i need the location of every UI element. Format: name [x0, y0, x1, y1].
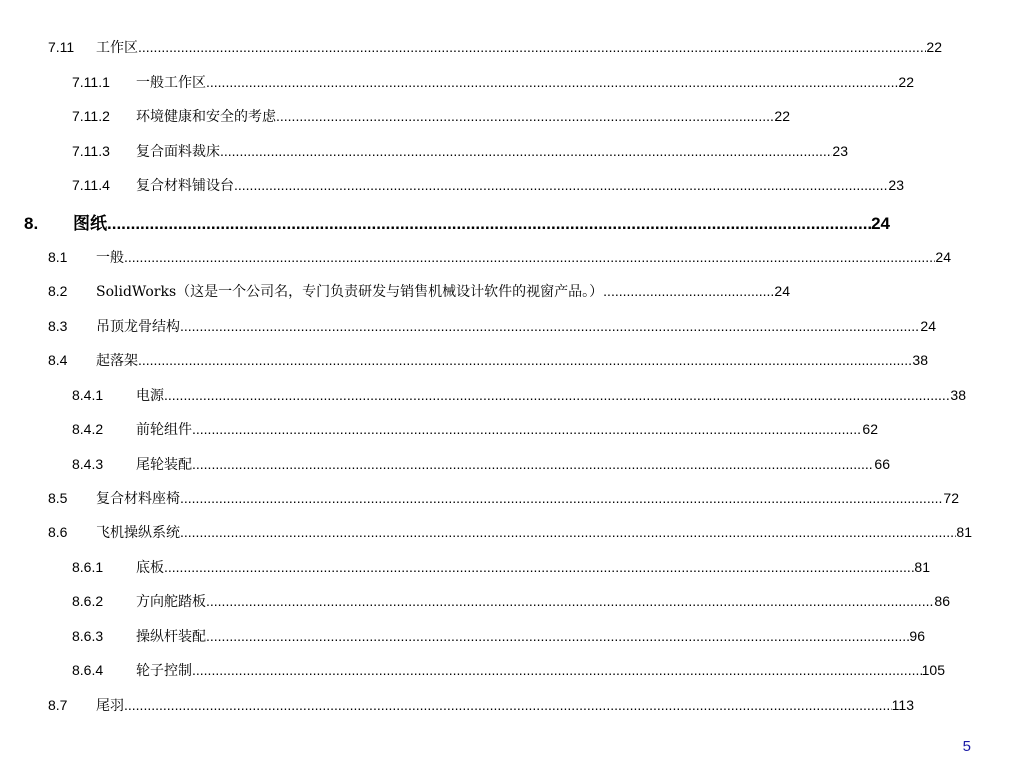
dot-leader — [192, 662, 922, 678]
toc-entry-number: 7.11.1 — [72, 74, 110, 90]
toc-entry-page: 113 — [891, 697, 914, 713]
dot-leader — [206, 628, 909, 644]
toc-entry-title: 尾轮装配 — [136, 457, 192, 473]
toc-entry-number: 8.1 — [48, 249, 68, 265]
toc-entry-page: 24 — [774, 283, 790, 299]
toc-entry-number: 8.2 — [48, 283, 68, 299]
toc-entry-8-2[interactable] — [48, 281, 790, 301]
dot-leader — [138, 352, 912, 368]
toc-entry-8-6-1[interactable] — [72, 557, 930, 577]
toc-entry-number: 8.6.1 — [72, 559, 104, 575]
toc-entry-page: 22 — [774, 108, 790, 124]
dot-leader — [138, 39, 926, 55]
toc-entry-page: 23 — [832, 143, 848, 159]
toc-entry-page: 38 — [912, 352, 928, 368]
toc-entry-title: 一般工作区 — [136, 75, 206, 91]
toc-entry-8-6-2[interactable] — [72, 591, 950, 611]
toc-entry-title: 吊顶龙骨结构 — [96, 319, 180, 335]
toc-entry-number: 8.4.1 — [72, 387, 104, 403]
toc-entry-8-4-2[interactable] — [72, 419, 878, 439]
toc-entry-title: 复合材料铺设台 — [136, 178, 234, 194]
toc-entry-8-7[interactable] — [48, 695, 914, 715]
toc-entry-8-6-4[interactable] — [72, 660, 945, 680]
toc-entry-8-4-1[interactable] — [72, 385, 966, 405]
toc-entry-page: 81 — [914, 559, 930, 575]
toc-entry-8-6[interactable] — [48, 522, 972, 542]
toc-entry-8-4-3[interactable] — [72, 454, 890, 474]
toc-entry-number: 8.6.2 — [72, 593, 104, 609]
toc-entry-title: 一般 — [96, 250, 124, 266]
toc-entry-page: 66 — [874, 456, 890, 472]
toc-entry-number: 8.6 — [48, 524, 68, 540]
toc-entry-number: 8.4 — [48, 352, 68, 368]
toc-entry-page: 24 — [871, 214, 890, 233]
toc-entry-title: 尾羽 — [96, 698, 124, 714]
toc-entry-page: 86 — [934, 593, 950, 609]
toc-entry-title: 复合材料座椅 — [96, 491, 180, 507]
toc-entry-page: 22 — [926, 39, 942, 55]
toc-entry-8-4[interactable] — [48, 350, 928, 370]
toc-entry-title: 前轮组件 — [136, 422, 192, 438]
dot-leader — [206, 593, 934, 609]
dot-leader — [603, 283, 774, 299]
toc-entry-number: 8. — [24, 214, 39, 233]
dot-leader — [124, 697, 892, 713]
toc-entry-title: 操纵杆装配 — [136, 629, 206, 645]
toc-entry-8-5[interactable] — [48, 488, 959, 508]
toc-entry-number: 7.11.2 — [72, 108, 110, 124]
toc-entry-number: 7.11.4 — [72, 177, 110, 193]
toc-entry-number: 8.3 — [48, 318, 68, 334]
toc-entry-page: 105 — [921, 662, 945, 678]
toc-entry-title: 环境健康和安全的考虑 — [136, 109, 276, 125]
toc-entry-8[interactable] — [24, 209, 890, 234]
toc-entry-title: 复合面料裁床 — [136, 144, 220, 160]
toc-entry-title: 底板 — [136, 560, 164, 576]
toc-entry-7-11-3[interactable] — [72, 141, 848, 161]
dot-leader — [192, 456, 874, 472]
dot-leader — [180, 524, 956, 540]
toc-entry-title: 工作区 — [96, 40, 138, 56]
dot-leader — [107, 214, 871, 234]
toc-entry-page: 24 — [935, 249, 951, 265]
toc-entry-7-11-1[interactable] — [72, 72, 914, 92]
toc-entry-7-11-4[interactable] — [72, 175, 904, 195]
dot-leader — [124, 249, 935, 265]
toc-entry-number: 7.11.3 — [72, 143, 110, 159]
toc-entry-8-1[interactable] — [48, 247, 951, 267]
toc-entry-number: 8.5 — [48, 490, 68, 506]
dot-leader — [192, 421, 862, 437]
toc-entry-title: 飞机操纵系统 — [96, 525, 180, 541]
toc-entry-number: 8.4.2 — [72, 421, 104, 437]
dot-leader — [164, 387, 950, 403]
dot-leader — [180, 490, 943, 506]
toc-entry-page: 72 — [943, 490, 959, 506]
toc-entry-number: 8.4.3 — [72, 456, 104, 472]
toc-entry-title: 图纸 — [73, 214, 107, 233]
toc-entry-title: 方向舵踏板 — [136, 594, 206, 610]
toc-entry-page: 23 — [888, 177, 904, 193]
toc-entry-7-11-2[interactable] — [72, 106, 790, 126]
toc-entry-number: 7.11 — [48, 39, 75, 55]
dot-leader — [234, 177, 888, 193]
toc-entry-page: 38 — [950, 387, 966, 403]
toc-entry-8-3[interactable] — [48, 316, 936, 336]
toc-entry-number: 8.7 — [48, 697, 68, 713]
page-number: 5 — [962, 738, 971, 755]
toc-entry-page: 22 — [898, 74, 914, 90]
toc-entry-title: 轮子控制 — [136, 663, 192, 679]
toc-entry-title: SolidWorks（这是一个公司名，专门负责研发与销售机械设计软件的视窗产品。） — [96, 284, 604, 300]
toc-entry-title: 电源 — [136, 388, 164, 404]
toc-entry-page: 24 — [920, 318, 936, 334]
toc-entry-7-11[interactable] — [48, 37, 942, 57]
toc-entry-title: 起落架 — [96, 353, 138, 369]
dot-leader — [220, 143, 832, 159]
dot-leader — [180, 318, 920, 334]
dot-leader — [164, 559, 914, 575]
toc-entry-page: 81 — [956, 524, 972, 540]
toc-entry-page: 96 — [909, 628, 925, 644]
toc-entry-page: 62 — [862, 421, 878, 437]
dot-leader — [276, 108, 774, 124]
toc-entry-number: 8.6.4 — [72, 662, 104, 678]
toc-entry-8-6-3[interactable] — [72, 626, 925, 646]
toc-entry-number: 8.6.3 — [72, 628, 104, 644]
dot-leader — [206, 74, 898, 90]
